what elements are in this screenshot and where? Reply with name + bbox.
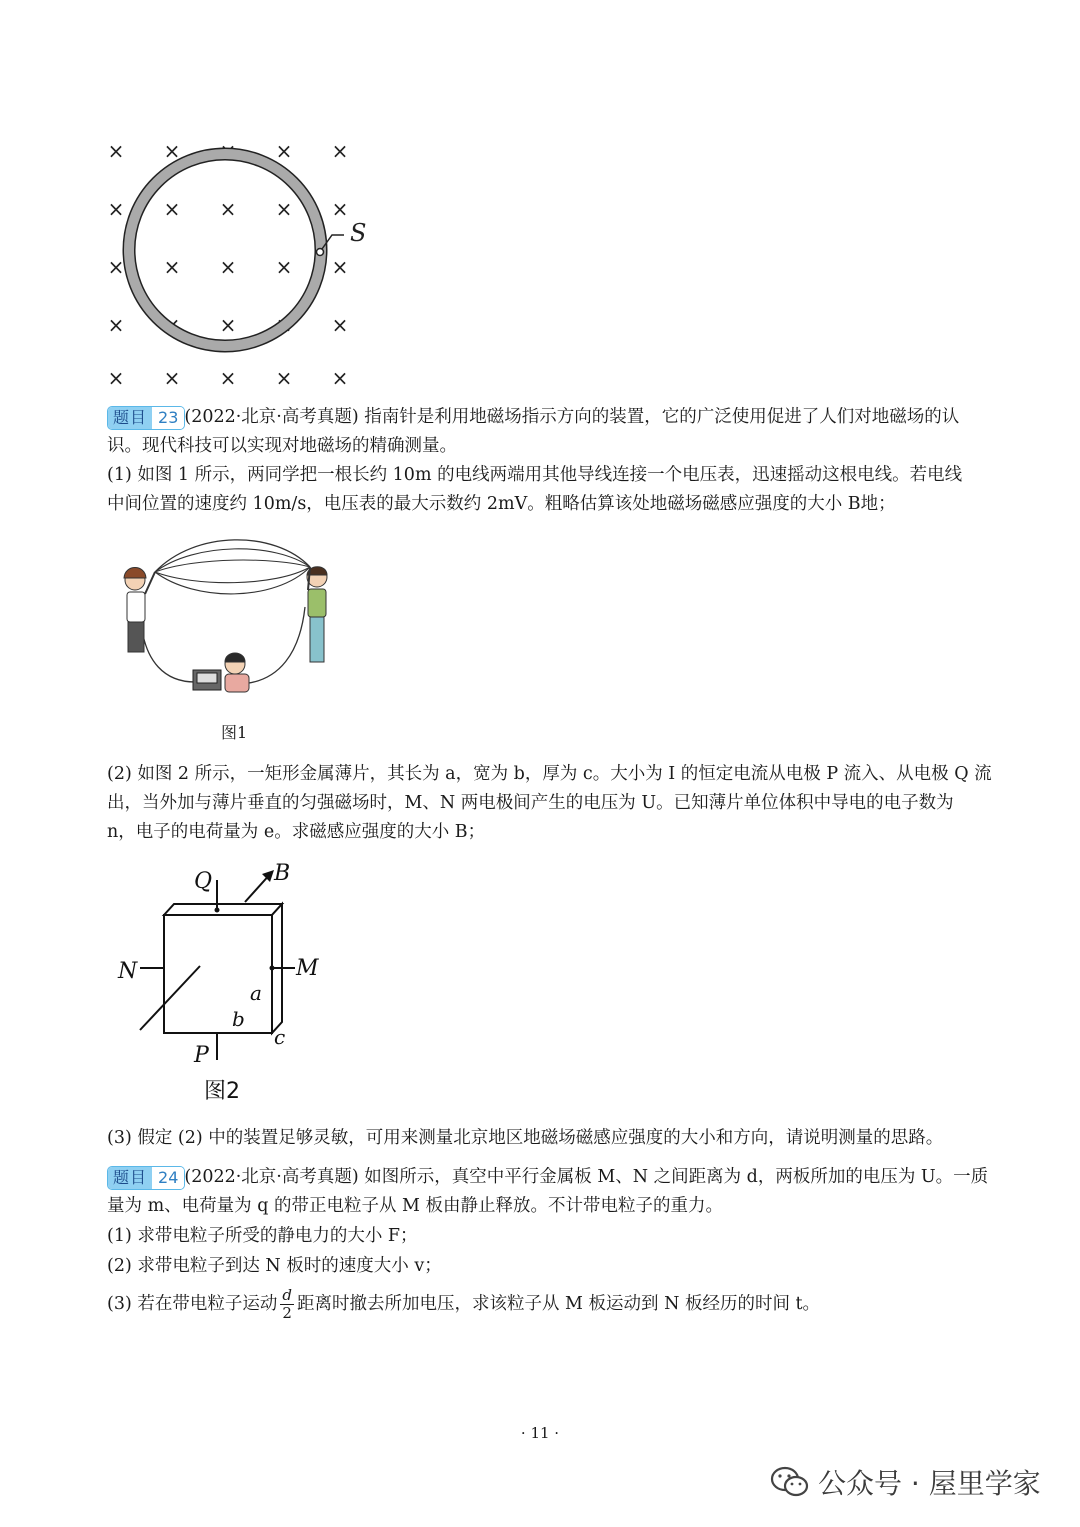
fraction-numerator: d — [282, 1286, 292, 1304]
wechat-icon — [770, 1465, 810, 1499]
figure-1-caption: 图1 — [221, 723, 248, 742]
badge-label: 题目 — [108, 407, 152, 429]
label-a: a — [250, 981, 262, 1005]
label-c: c — [274, 1025, 286, 1049]
q24-intro-1 — [107, 1165, 988, 1190]
svg-text:×: × — [107, 313, 125, 337]
svg-text:×: × — [275, 255, 293, 279]
q23-intro-1 — [107, 405, 959, 430]
svg-text:×: × — [163, 313, 181, 337]
svg-text:×: × — [219, 313, 237, 337]
q24-part3 — [107, 1284, 820, 1324]
svg-text:×: × — [107, 139, 125, 163]
label-p: P — [194, 1043, 209, 1068]
fraction-d-over-2 — [280, 1287, 294, 1322]
svg-text:×: × — [107, 197, 125, 221]
q24-part3-before: (3) 若在带电粒子运动 — [107, 1294, 278, 1314]
svg-text:×: × — [275, 366, 293, 390]
meter-operator-figure — [193, 653, 249, 692]
svg-text:×: × — [331, 313, 349, 337]
fraction-denominator: 2 — [282, 1304, 292, 1322]
svg-text:×: × — [275, 197, 293, 221]
svg-text:×: × — [163, 366, 181, 390]
switch-point — [317, 249, 324, 256]
watermark — [770, 1462, 1041, 1502]
svg-text:×: × — [219, 197, 237, 221]
q23-badge — [107, 406, 185, 430]
figure-2-caption: 图2 — [204, 1079, 240, 1104]
badge-number: 24 — [152, 1167, 184, 1189]
badge-number: 23 — [152, 407, 184, 429]
q23-part2-line1: (2) 如图 2 所示，一矩形金属薄片，其长为 a，宽为 b，厚为 c。大小为 I 的恒定电流从电极 P 流入、从电极 Q 流 — [107, 764, 992, 784]
svg-text:×: × — [275, 139, 293, 163]
label-q: Q — [194, 869, 213, 894]
figure-1-illustration — [115, 532, 345, 704]
ring-field-figure — [100, 135, 380, 395]
q24-part2: (2) 求带电粒子到达 N 板时的速度大小 v； — [107, 1256, 442, 1276]
watermark-text: 公众号 · 屋里学家 — [818, 1467, 1041, 1500]
q23-part3-line1: (3) 假定 (2) 中的装置足够灵敏，可用来测量北京地区地磁场磁感应强度的大小和方向，请说明测量的思路。 — [107, 1128, 944, 1148]
svg-text:×: × — [107, 255, 125, 279]
svg-text:×: × — [331, 255, 349, 279]
svg-text:×: × — [107, 366, 125, 390]
q23-part2-line2: 出，当外加与薄片垂直的匀强磁场时，M、N 两电极间产生的电压为 U。已知薄片单位体积中导电的电子数为 — [107, 793, 954, 813]
boy-figure — [307, 567, 327, 662]
badge-label: 题目 — [108, 1167, 152, 1189]
q23-part1-line1: (1) 如图 1 所示，两同学把一根长约 10m 的电线两端用其他导线连接一个电压表，迅速摇动这根电线。若电线 — [107, 465, 963, 485]
svg-text:×: × — [163, 139, 181, 163]
q23-part1-line2: 中间位置的速度约 10m/s，电压表的最大示数约 2mV。粗略估算该处地磁场磁感应强度的大小 B地； — [107, 494, 896, 514]
svg-text:×: × — [219, 139, 237, 163]
girl-figure — [124, 568, 155, 653]
svg-text:×: × — [331, 139, 349, 163]
svg-text:×: × — [331, 366, 349, 390]
label-b-width: b — [232, 1007, 245, 1031]
q24-intro-text-1: (2022·北京·高考真题) 如图所示，真空中平行金属板 M、N 之间距离为 d，两板所加的电压为 U。一质 — [184, 1167, 989, 1187]
page-number: · 11 · — [520, 1424, 560, 1442]
svg-text:×: × — [163, 255, 181, 279]
label-b-field: B — [274, 861, 291, 886]
q23-intro-text-1: (2022·北京·高考真题) 指南针是利用地磁场指示方向的装置，它的广泛使用促进了人们对地磁场的认 — [184, 407, 960, 427]
q24-part3-after: 距离时撤去所加电压，求该粒子从 M 板运动到 N 板经历的时间 t。 — [296, 1294, 821, 1314]
label-n: N — [118, 959, 138, 984]
q23-intro-2: 识。现代科技可以实现对地磁场的精确测量。 — [107, 436, 457, 456]
label-m: M — [296, 956, 319, 981]
q24-badge — [107, 1166, 185, 1190]
q24-intro-2: 量为 m、电荷量为 q 的带正电粒子从 M 板由静止释放。不计带电粒子的重力。 — [107, 1196, 724, 1216]
svg-text:×: × — [331, 197, 349, 221]
svg-text:×: × — [275, 313, 293, 337]
q24-part1: (1) 求带电粒子所受的静电力的大小 F； — [107, 1226, 418, 1246]
svg-text:×: × — [163, 197, 181, 221]
svg-text:×: × — [219, 255, 237, 279]
q23-part2-line3: n，电子的电荷量为 e。求磁感应强度的大小 B； — [107, 822, 486, 842]
svg-text:×: × — [219, 366, 237, 390]
s-label: S — [350, 219, 367, 247]
figure-2-diagram — [110, 860, 340, 1110]
